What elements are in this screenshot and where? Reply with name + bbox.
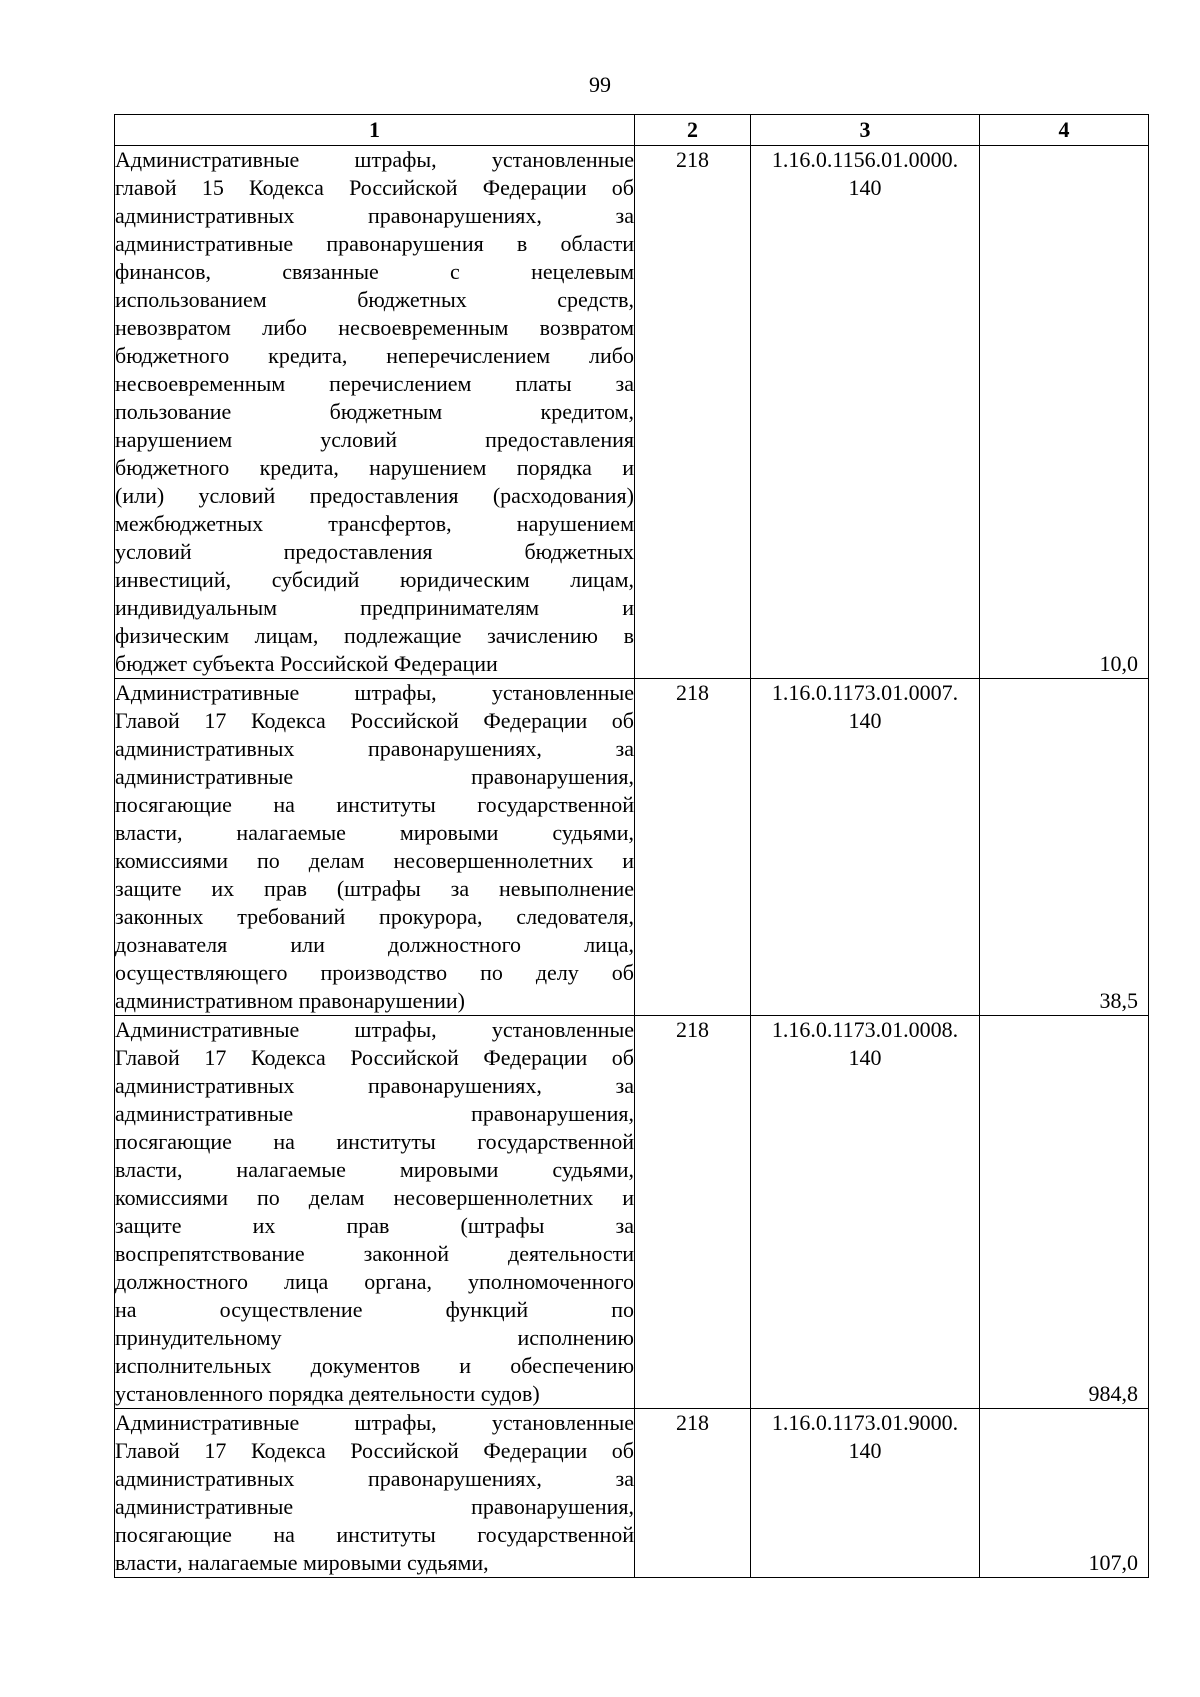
revenue-name-line: административных правонарушениях, за — [115, 1073, 634, 1098]
classification-code-line1: 1.16.0.1173.01.9000. — [771, 1410, 959, 1435]
amount-cell — [980, 1016, 1149, 1409]
revenue-name-line: индивидуальным предпринимателям и — [115, 595, 634, 620]
revenue-name-line: бюджет субъекта Российской Федерации — [115, 651, 498, 676]
amount-value: 38,5 — [1099, 988, 1138, 1013]
amount-value: 10,0 — [1099, 651, 1138, 676]
revenue-name-line: физическим лицам, подлежащие зачислению в — [115, 623, 634, 648]
amount-cell — [980, 679, 1149, 1016]
table-row — [115, 679, 1149, 1016]
column-header-1: 1 — [115, 115, 635, 146]
classification-code-cell — [751, 1016, 980, 1409]
classification-code-line1: 1.16.0.1173.01.0008. — [771, 1017, 959, 1042]
revenue-name-line: установленного порядка деятельности судов) — [115, 1381, 540, 1406]
revenue-name-line: Главой 17 Кодекса Российской Федерации об — [115, 1438, 634, 1463]
column-header-3: 3 — [751, 115, 980, 146]
budget-table — [114, 114, 1149, 1578]
revenue-name-line: финансов, связанные с нецелевым — [115, 259, 634, 284]
revenue-name-line: административном правонарушении) — [115, 988, 465, 1013]
table-body — [115, 146, 1149, 1578]
revenue-name-line: Административные штрафы, установленные — [115, 1410, 634, 1435]
table-row — [115, 1016, 1149, 1409]
column-header-4: 4 — [980, 115, 1149, 146]
administrator-code-cell: 218 — [635, 146, 751, 679]
revenue-name-line: законных требований прокурора, следователя, — [115, 904, 634, 929]
revenue-name-line: принудительному исполнению — [115, 1325, 634, 1350]
classification-code-line2: 140 — [848, 708, 882, 733]
table-header-row — [115, 115, 1149, 146]
amount-value: 107,0 — [1088, 1550, 1138, 1575]
amount-value: 984,8 — [1088, 1381, 1138, 1406]
amount-cell — [980, 146, 1149, 679]
revenue-name-line: защите их прав (штрафы за невыполнение — [115, 876, 634, 901]
page-number: 99 — [589, 72, 611, 97]
classification-code-cell — [751, 679, 980, 1016]
column-header-2: 2 — [635, 115, 751, 146]
revenue-name-line: (или) условий предоставления (расходования) — [115, 483, 634, 508]
revenue-name-line: административные правонарушения, — [115, 764, 634, 789]
revenue-name-line: инвестиций, субсидий юридическим лицам, — [115, 567, 634, 592]
revenue-name-line: власти, налагаемые мировыми судьями, — [115, 820, 634, 845]
revenue-name-line: Главой 17 Кодекса Российской Федерации об — [115, 708, 634, 733]
revenue-name-line: дознавателя или должностного лица, — [115, 932, 634, 957]
administrator-code-cell: 218 — [635, 1016, 751, 1409]
revenue-name-line: административные правонарушения в области — [115, 231, 634, 256]
revenue-name-line: воспрепятствование законной деятельности — [115, 1241, 634, 1266]
revenue-name-line: на осуществление функций по — [115, 1297, 634, 1322]
revenue-name-line: Административные штрафы, установленные — [115, 147, 634, 172]
administrator-code-cell: 218 — [635, 679, 751, 1016]
revenue-name-cell — [115, 146, 635, 679]
revenue-name-line: административных правонарушениях, за — [115, 736, 634, 761]
table-row — [115, 1409, 1149, 1578]
revenue-name-line: нарушением условий предоставления — [115, 427, 634, 452]
revenue-name-line: бюджетного кредита, нарушением порядка и — [115, 455, 634, 480]
revenue-name-cell — [115, 679, 635, 1016]
revenue-name-line: несвоевременным перечислением платы за — [115, 371, 634, 396]
revenue-name-line: административных правонарушениях, за — [115, 1466, 634, 1491]
revenue-name-line: власти, налагаемые мировыми судьями, — [115, 1550, 489, 1575]
classification-code-cell — [751, 1409, 980, 1578]
revenue-name-line: посягающие на институты государственной — [115, 1129, 634, 1154]
revenue-name-line: комиссиями по делам несовершеннолетних и — [115, 848, 634, 873]
classification-code-line2: 140 — [848, 1045, 882, 1070]
revenue-name-line: Административные штрафы, установленные — [115, 1017, 634, 1042]
revenue-name-line: осуществляющего производство по делу об — [115, 960, 634, 985]
revenue-name-cell — [115, 1016, 635, 1409]
revenue-name-cell — [115, 1409, 635, 1578]
revenue-name-line: межбюджетных трансфертов, нарушением — [115, 511, 634, 536]
revenue-name-line: должностного лица органа, уполномоченного — [115, 1269, 634, 1294]
administrator-code-cell: 218 — [635, 1409, 751, 1578]
amount-cell — [980, 1409, 1149, 1578]
classification-code-line2: 140 — [848, 175, 882, 200]
revenue-name-line: Административные штрафы, установленные — [115, 680, 634, 705]
revenue-name-line: пользование бюджетным кредитом, — [115, 399, 634, 424]
table-row — [115, 146, 1149, 679]
revenue-name-line: комиссиями по делам несовершеннолетних и — [115, 1185, 634, 1210]
revenue-name-line: невозвратом либо несвоевременным возвратом — [115, 315, 634, 340]
revenue-name-line: исполнительных документов и обеспечению — [115, 1353, 634, 1378]
revenue-name-line: использованием бюджетных средств, — [115, 287, 634, 312]
revenue-name-line: административные правонарушения, — [115, 1101, 634, 1126]
revenue-name-line: посягающие на институты государственной — [115, 792, 634, 817]
classification-code-line2: 140 — [848, 1438, 882, 1463]
revenue-name-line: посягающие на институты государственной — [115, 1522, 634, 1547]
revenue-name-line: Главой 17 Кодекса Российской Федерации об — [115, 1045, 634, 1070]
revenue-name-line: бюджетного кредита, неперечислением либо — [115, 343, 634, 368]
classification-code-cell — [751, 146, 980, 679]
revenue-name-line: власти, налагаемые мировыми судьями, — [115, 1157, 634, 1182]
revenue-name-line: главой 15 Кодекса Российской Федерации об — [115, 175, 634, 200]
revenue-name-line: условий предоставления бюджетных — [115, 539, 634, 564]
classification-code-line1: 1.16.0.1156.01.0000. — [771, 147, 959, 172]
revenue-name-line: защите их прав (штрафы за — [115, 1213, 634, 1238]
classification-code-line1: 1.16.0.1173.01.0007. — [771, 680, 959, 705]
revenue-name-line: административные правонарушения, — [115, 1494, 634, 1519]
revenue-name-line: административных правонарушениях, за — [115, 203, 634, 228]
